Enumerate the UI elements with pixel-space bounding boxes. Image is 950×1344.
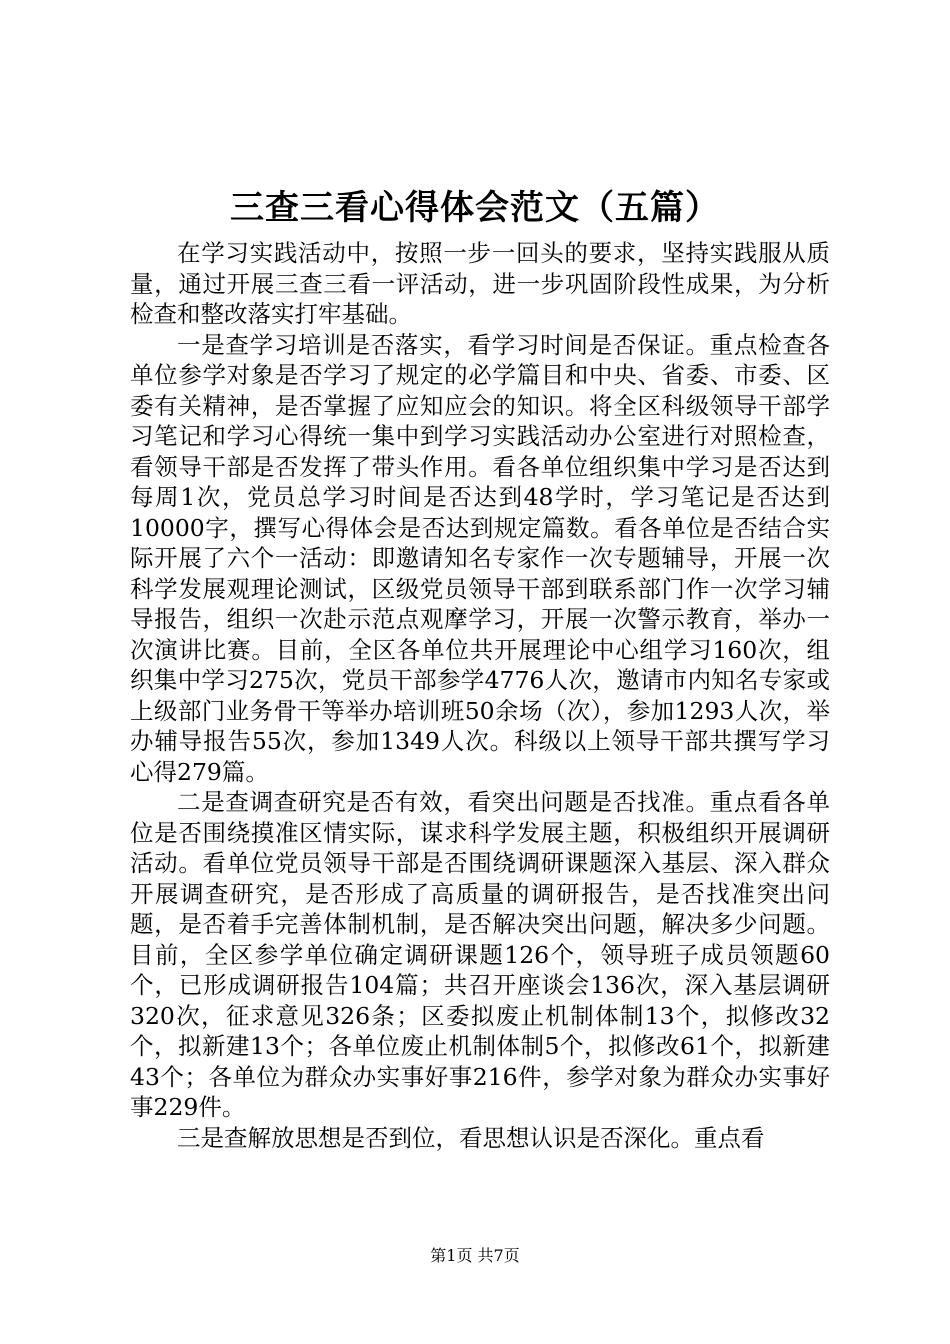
paragraph-intro: 在学习实践活动中，按照一步一回头的要求，坚持实践服从质量，通过开展三查三看一评活动，进一步巩固阶段性成果，为分析检查和整改落实打牢基础。: [130, 239, 830, 328]
paragraph-research: 二是查调查研究是否有效，看突出问题是否找准。重点看各单位是否围绕摸准区情实际，谋求科学发展主题，积极组织开展调研活动。看单位党员领导干部是否围绕调研课题深入基层、深入群众开展调查研究，是否形成了高质量的调研报告，是否找准突出问题，是否着手完善体制机制，是否解决突出问题，解决多少问题。目前，全区参学单位确定调研课题126个，领导班子成员领题60个，已形成调研报告104篇；共召开座谈会136次，深入基层调研320次，征求意见326条；区委拟废止机制体制13个，拟修改32个，拟新建13个；各单位废止机制体制5个，拟修改61个，拟新建43个；各单位为群众办实事好事216件，参学对象为群众办实事好事229件。: [130, 788, 830, 1121]
paragraph-study-training: 一是查学习培训是否落实，看学习时间是否保证。重点检查各单位参学对象是否学习了规定的必学篇目和中央、省委、市委、区委有关精神，是否掌握了应知应会的知识。将全区科级领导干部学习笔记和学习心得统一集中到学习实践活动办公室进行对照检查，看领导干部是否发挥了带头作用。看各单位组织集中学习是否达到每周1次，党员总学习时间是否达到48学时，学习笔记是否达到10000字，撰写心得体会是否达到规定篇数。看各单位是否结合实际开展了六个一活动：即邀请知名专家作一次专题辅导，开展一次科学发展观理论测试，区级党员领导干部到联系部门作一次学习辅导报告，组织一次赴示范点观摩学习，开展一次警示教育，举办一次演讲比赛。目前，全区各单位共开展理论中心组学习160次，组织集中学习275次，党员干部参学4776人次，邀请市内知名专家或上级部门业务骨干等举办培训班50余场（次），参加1293人次，举办辅导报告55次，参加1349人次。科级以上领导干部共撰写学习心得279篇。: [130, 330, 830, 786]
document-title: 三查三看心得体会范文（五篇）: [230, 188, 720, 228]
paragraph-thought-liberation: 三是查解放思想是否到位，看思想认识是否深化。重点看: [177, 1123, 765, 1152]
document-body: [130, 238, 830, 1153]
page-number-footer: 第1页 共7页: [430, 1246, 520, 1265]
